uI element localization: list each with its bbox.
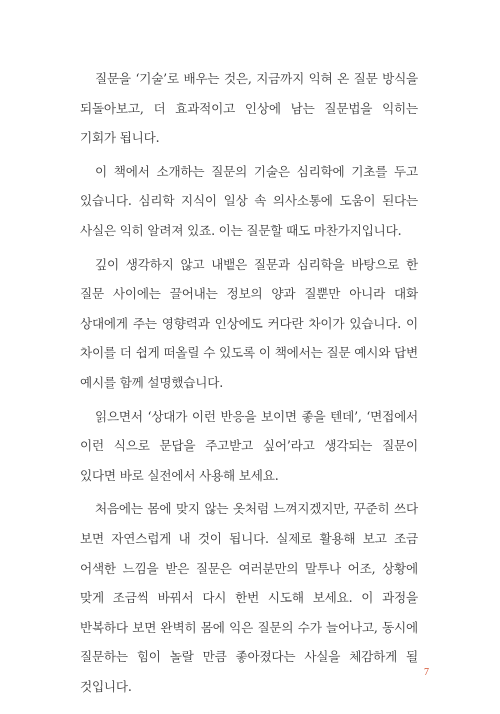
page-body	[80, 64, 418, 705]
paragraph-4: 읽으면서 ‘상대가 이런 반응을 보이면 좋을 텐데’, ‘면접에서 이런 식으로 문답을 주고받고 싶어’라고 생각되는 질문이 있다면 바로 실전에서 사용해 보세요.	[80, 408, 418, 483]
paragraph-5: 처음에는 몸에 맞지 않는 옷처럼 느껴지겠지만, 꾸준히 쓰다 보면 자연스럽게 내 것이 됩니다. 실제로 활용해 보고 조금 어색한 느낌을 받은 질문은 여러분만의 말투나 어조, 상황에 맞게 조금씩 바꿔서 다시 한번 시도해 보세요. 이 과정을 반복하다 보면 완벽히 몸에 익은 질문의 수가 늘어나고, 동시에 질문하는 힘이 놀랄 만큼 좋아졌다는 사실을 체감하게 될 것입니다.	[80, 501, 418, 694]
paragraph-2: 이 책에서 소개하는 질문의 기술은 심리학에 기초를 두고 있습니다. 심리학 지식이 일상 속 의사소통에 도움이 된다는 사실은 익히 알려져 있죠. 이는 질문할 때도 마찬가지입니다.	[80, 163, 418, 238]
paragraph-3: 깊이 생각하지 않고 내뱉은 질문과 심리학을 바탕으로 한 질문 사이에는 끌어내는 정보의 양과 질뿐만 아니라 대화 상대에게 주는 영향력과 인상에도 커다란 차이가 있습니다. 이 차이를 더 쉽게 떠올릴 수 있도록 이 책에서는 질문 예시와 답변 예시를 함께 설명했습니다.	[80, 256, 418, 390]
page-number: 7	[424, 667, 429, 678]
paragraph-1: 질문을 ‘기술’로 배우는 것은, 지금까지 익혀 온 질문 방식을 되돌아보고, 더 효과적이고 인상에 남는 질문법을 익히는 기회가 됩니다.	[80, 71, 418, 146]
